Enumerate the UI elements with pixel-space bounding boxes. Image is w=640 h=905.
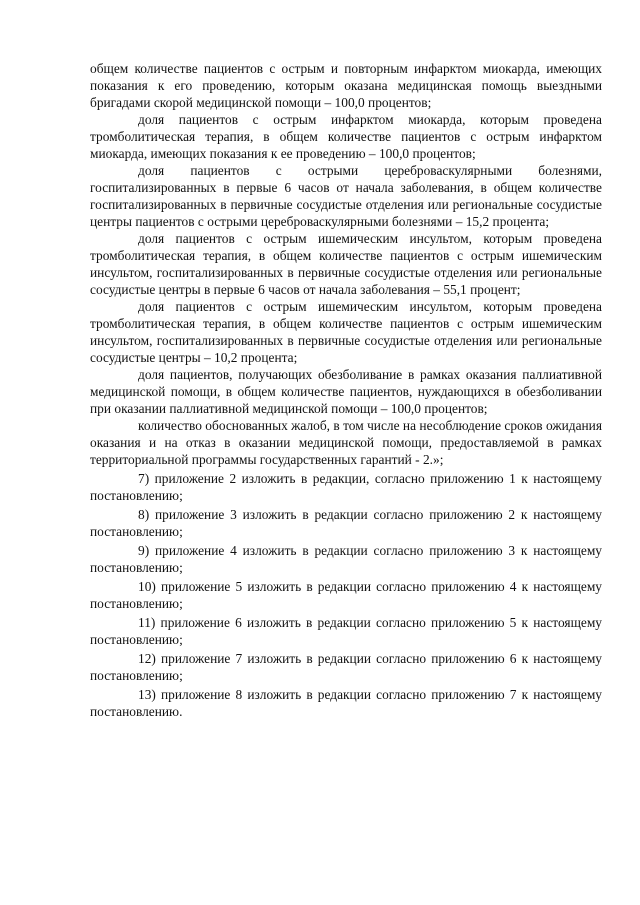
list-item-8: 8) приложение 3 изложить в редакции согласно приложению 2 к настоящему постановлению; bbox=[90, 507, 602, 539]
paragraph-continuation: общем количестве пациентов с острым и повторным инфарктом миокарда, имеющих показания к его проведению, которым оказана медицинская помощь выездными бригадами скорой медицинской помощи – 100,0 процентов; bbox=[90, 61, 602, 110]
list-item-13: 13) приложение 8 изложить в редакции согласно приложению 7 к настоящему постановлению. bbox=[90, 687, 602, 719]
document-page bbox=[90, 60, 602, 720]
paragraph-stroke-thrombolysis-6h: доля пациентов с острым ишемическим инсультом, которым проведена тромболитическая терапия, в общем количестве пациентов с острым ишемическим инсультом, госпитализированных в первичные сосудистые отделения или региональные сосудистые центры в первые 6 часов от начала заболевания – 55,1 процент; bbox=[90, 231, 602, 297]
paragraph-thrombolysis-infarction: доля пациентов с острым инфарктом миокарда, которым проведена тромболитическая терапия, в общем количестве пациентов с острым инфарктом миокарда, имеющих показания к ее проведению – 100,0 процентов; bbox=[90, 112, 602, 161]
paragraph-stroke-thrombolysis-total: доля пациентов с острым ишемическим инсультом, которым проведена тромболитическая терапия, в общем количестве пациентов с острым ишемическим инсультом, госпитализированных в первичные сосудистые отделения или региональные сосудистые центры – 10,2 процента; bbox=[90, 299, 602, 365]
list-item-10: 10) приложение 5 изложить в редакции согласно приложению 4 к настоящему постановлению; bbox=[90, 579, 602, 611]
list-item-12: 12) приложение 7 изложить в редакции согласно приложению 6 к настоящему постановлению; bbox=[90, 651, 602, 683]
paragraph-palliative-pain-relief: доля пациентов, получающих обезболивание в рамках оказания паллиативной медицинской помощи, в общем количестве пациентов, нуждающихся в обезболивании при оказании паллиативной медицинской помощи – 100,0 процентов; bbox=[90, 367, 602, 416]
list-item-11: 11) приложение 6 изложить в редакции согласно приложению 5 к настоящему постановлению; bbox=[90, 615, 602, 647]
list-item-7: 7) приложение 2 изложить в редакции, согласно приложению 1 к настоящему постановлению; bbox=[90, 471, 602, 503]
paragraph-complaints: количество обоснованных жалоб, в том числе на несоблюдение сроков ожидания оказания и на отказ в оказании медицинской помощи, предоставляемой в рамках территориальной программы государственных гарантий - 2.»; bbox=[90, 418, 602, 467]
list-item-9: 9) приложение 4 изложить в редакции согласно приложению 3 к настоящему постановлению; bbox=[90, 543, 602, 575]
paragraph-cerebrovascular-hospitalized: доля пациентов с острыми цереброваскулярными болезнями, госпитализированных в первые 6 часов от начала заболевания, в общем количестве госпитализированных в первичные сосудистые отделения или региональные сосудистые центры пациентов с острыми цереброваскулярными болезнями – 15,2 процента; bbox=[90, 163, 602, 229]
